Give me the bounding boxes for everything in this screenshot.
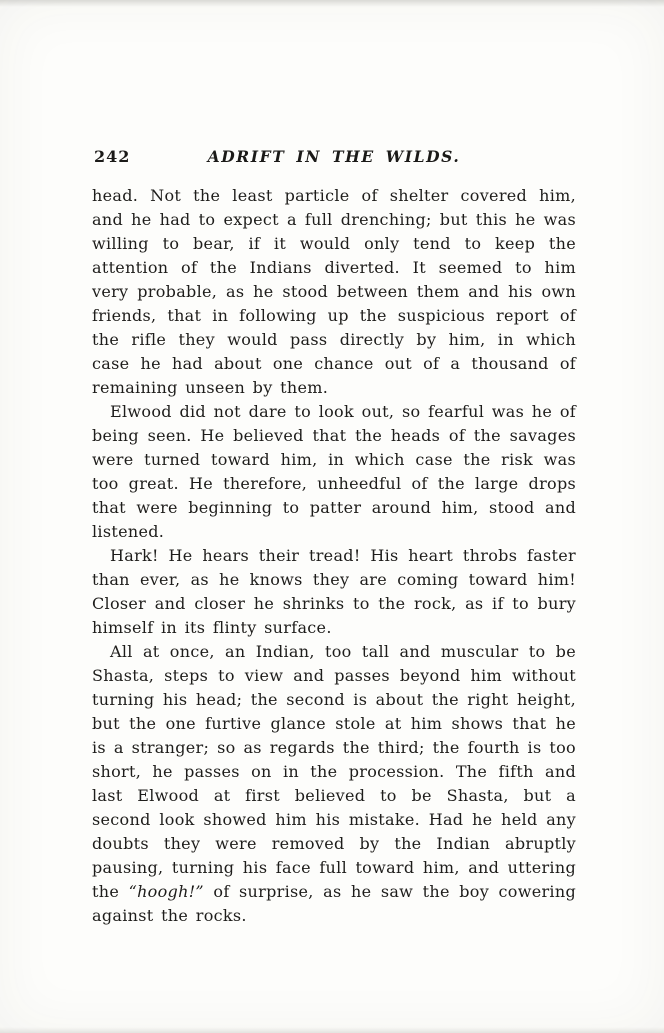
paragraph-4-text-after: of surprise, as he saw the boy cowering against the rocks. <box>92 882 576 925</box>
paragraph-2: Elwood did not dare to look out, so fearful was he of being seen. He believed that the heads of the savages were turned toward him, in which case the risk was too great. He therefore, unheedful of the large drops that were beginning to patter around him, stood and listened. <box>92 402 576 541</box>
page-content <box>92 146 576 928</box>
running-header <box>92 146 576 170</box>
paragraph-3: Hark! He hears their tread! His heart throbs faster than ever, as he knows they are coming toward him! Closer and closer he shrinks to the rock, as if to bury himself in its flinty surface. <box>92 546 576 637</box>
header-title: ADRIFT IN THE WILDS. <box>207 147 461 166</box>
page-number: 242 <box>94 147 131 166</box>
italic-exclamation-hoogh: “hoogh!” <box>128 882 204 901</box>
paragraph-1: head. Not the least particle of shelter covered him, and he had to expect a full drenching; but this he was willing to bear, if it would only tend to keep the attention of the Indians diverted. It seemed to him very probable, as he stood between them and his own friends, that in following up the suspicious report of the rifle they would pass directly by him, in which case he had about one chance out of a thousand of remaining unseen by them. <box>92 186 576 397</box>
scan-edge-bottom <box>0 1027 664 1033</box>
scan-edge-top <box>0 0 664 7</box>
paragraph-4 <box>92 640 576 928</box>
paragraph-4-text-before: All at once, an Indian, too tall and muscular to be Shasta, steps to view and passes beyond him without turning his head; the second is about the right height, but the one furtive glance stole at him shows that he is a stranger; so as regards the third; the fourth is too short, he passes on in the procession. The fifth and last Elwood at first believed to be Shasta, but a second look showed him his mistake. Had he held any doubts they were removed by the Indian abruptly pausing, turning his face full toward him, and uttering the <box>92 642 576 901</box>
